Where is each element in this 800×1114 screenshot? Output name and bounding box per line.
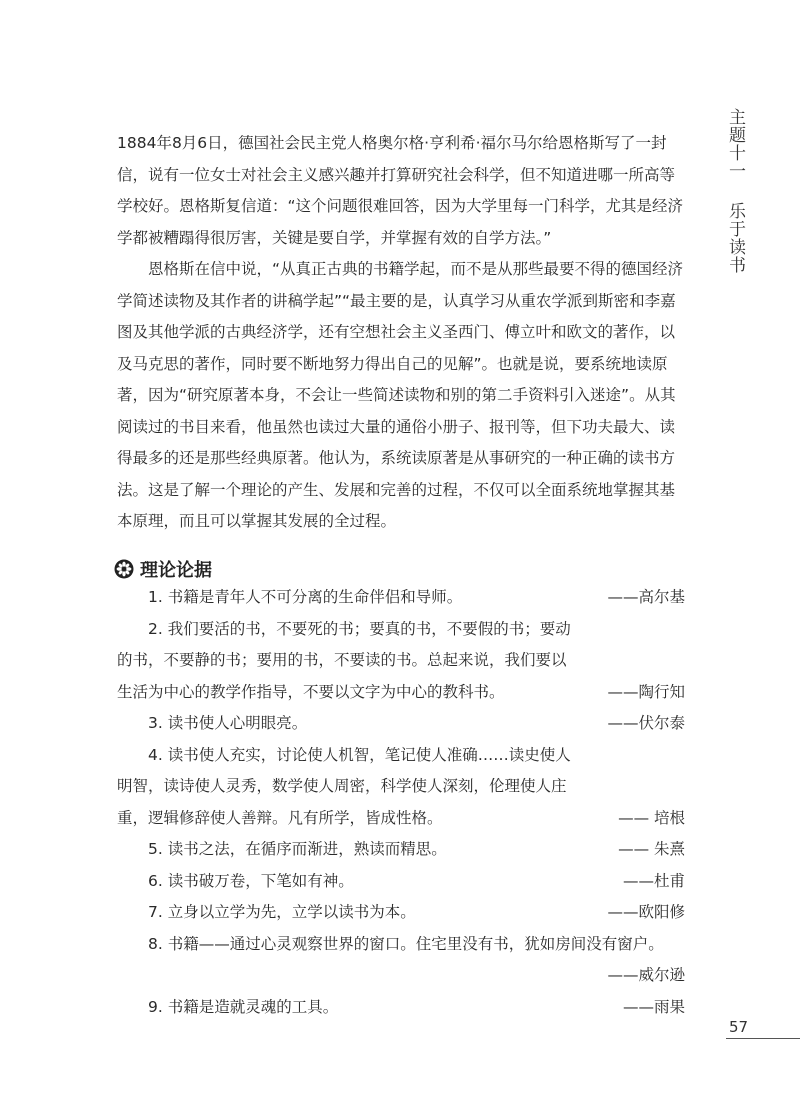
quote-author: ——伏尔泰 bbox=[607, 714, 685, 732]
quote-text: 2. 我们要活的书，不要死的书；要真的书，不要假的书；要动的书，不要静的书；要用的书，不要读的书。总起来说，我们要以生活为中心的教学作指导，不要以文字为中心的教科书。 bbox=[117, 619, 571, 701]
quote-text: 6. 读书破万卷，下笔如有神。 bbox=[148, 871, 354, 890]
page-number: 57 bbox=[729, 1018, 749, 1036]
quote-item bbox=[117, 929, 685, 992]
quote-list bbox=[117, 582, 685, 1023]
running-header bbox=[726, 108, 743, 274]
quote-item bbox=[117, 992, 685, 1024]
flower-icon bbox=[114, 559, 134, 579]
quote-author: ——雨果 bbox=[622, 997, 685, 1016]
quote-text: 7. 立身以立学为先，立学以读书为本。 bbox=[148, 903, 416, 921]
section-title: 理论论据 bbox=[140, 560, 212, 581]
quote-item bbox=[117, 740, 685, 835]
quote-text: 5. 读书之法，在循序而渐进，熟读而精思。 bbox=[148, 840, 447, 858]
quote-item bbox=[117, 866, 685, 898]
quote-item bbox=[117, 708, 685, 740]
quote-text: 1. 书籍是青年人不可分离的生命伴侣和导师。 bbox=[148, 588, 463, 606]
quote-author: ——高尔基 bbox=[607, 588, 685, 606]
quote-author: ——威尔逊 bbox=[607, 966, 685, 984]
quote-author: —— 朱熹 bbox=[618, 840, 685, 858]
quote-text: 3. 读书使人心明眼亮。 bbox=[148, 714, 308, 732]
quote-item bbox=[117, 614, 685, 709]
chapter-number: 主题十一 bbox=[725, 108, 745, 180]
body-text bbox=[117, 128, 685, 538]
chapter-title: 乐于读书 bbox=[725, 202, 745, 274]
paragraph-1: 1884年8月6日，德国社会民主党人格奥尔格·亨利希·福尔马尔给恩格斯写了一封信，说有一位女士对社会主义感兴趣并打算研究社会科学，但不知道进哪一所高等学校好。恩格斯复信道：“这个问题很难回答，因为大学里每一门科学，尤其是经济学都被糟蹋得很厉害，关键是要自学，并掌握有效的自学方法。” bbox=[117, 134, 684, 247]
section-heading bbox=[114, 556, 212, 582]
paragraph-2: 恩格斯在信中说，“从真正古典的书籍学起，而不是从那些最要不得的德国经济学简述读物及其作者的讲稿学起”“最主要的是，认真学习从重农学派到斯密和李嘉图及其他学派的古典经济学，还有空想社会主义圣西门、傅立叶和欧文的著作，以及马克思的著作，同时要不断地努力得出自己的见解”。也就是说，要系统地读原著，因为“研究原著本身，不会让一些简述读物和别的第二手资料引入迷途”。从其阅读过的书目来看，他虽然也读过大量的通俗小册子、报刊等，但下功夫最大、读得最多的还是那些经典原著。他认为，系统读原著是从事研究的一种正确的读书方法。这是了解一个理论的产生、发展和完善的过程，不仅可以全面系统地掌握其基本原理，而且可以掌握其发展的全过程。 bbox=[117, 260, 684, 530]
page-number-rule bbox=[726, 1038, 800, 1039]
quote-author: ——杜甫 bbox=[622, 871, 685, 890]
quote-text: 4. 读书使人充实，讨论使人机智，笔记使人准确……读史使人明智，读诗使人灵秀，数学使人周密，科学使人深刻，伦理使人庄重，逻辑修辞使人善辩。凡有所学，皆成性格。 bbox=[117, 745, 571, 827]
quote-author: ——欧阳修 bbox=[607, 903, 685, 921]
quote-item bbox=[117, 834, 685, 866]
quote-author: —— 培根 bbox=[618, 808, 685, 827]
quote-item bbox=[117, 897, 685, 929]
quote-author: ——陶行知 bbox=[607, 682, 685, 701]
quote-item bbox=[117, 582, 685, 614]
quote-text: 9. 书籍是造就灵魂的工具。 bbox=[148, 997, 339, 1016]
quote-text: 8. 书籍——通过心灵观察世界的窗口。住宅里没有书，犹如房间没有窗户。 bbox=[148, 934, 664, 953]
